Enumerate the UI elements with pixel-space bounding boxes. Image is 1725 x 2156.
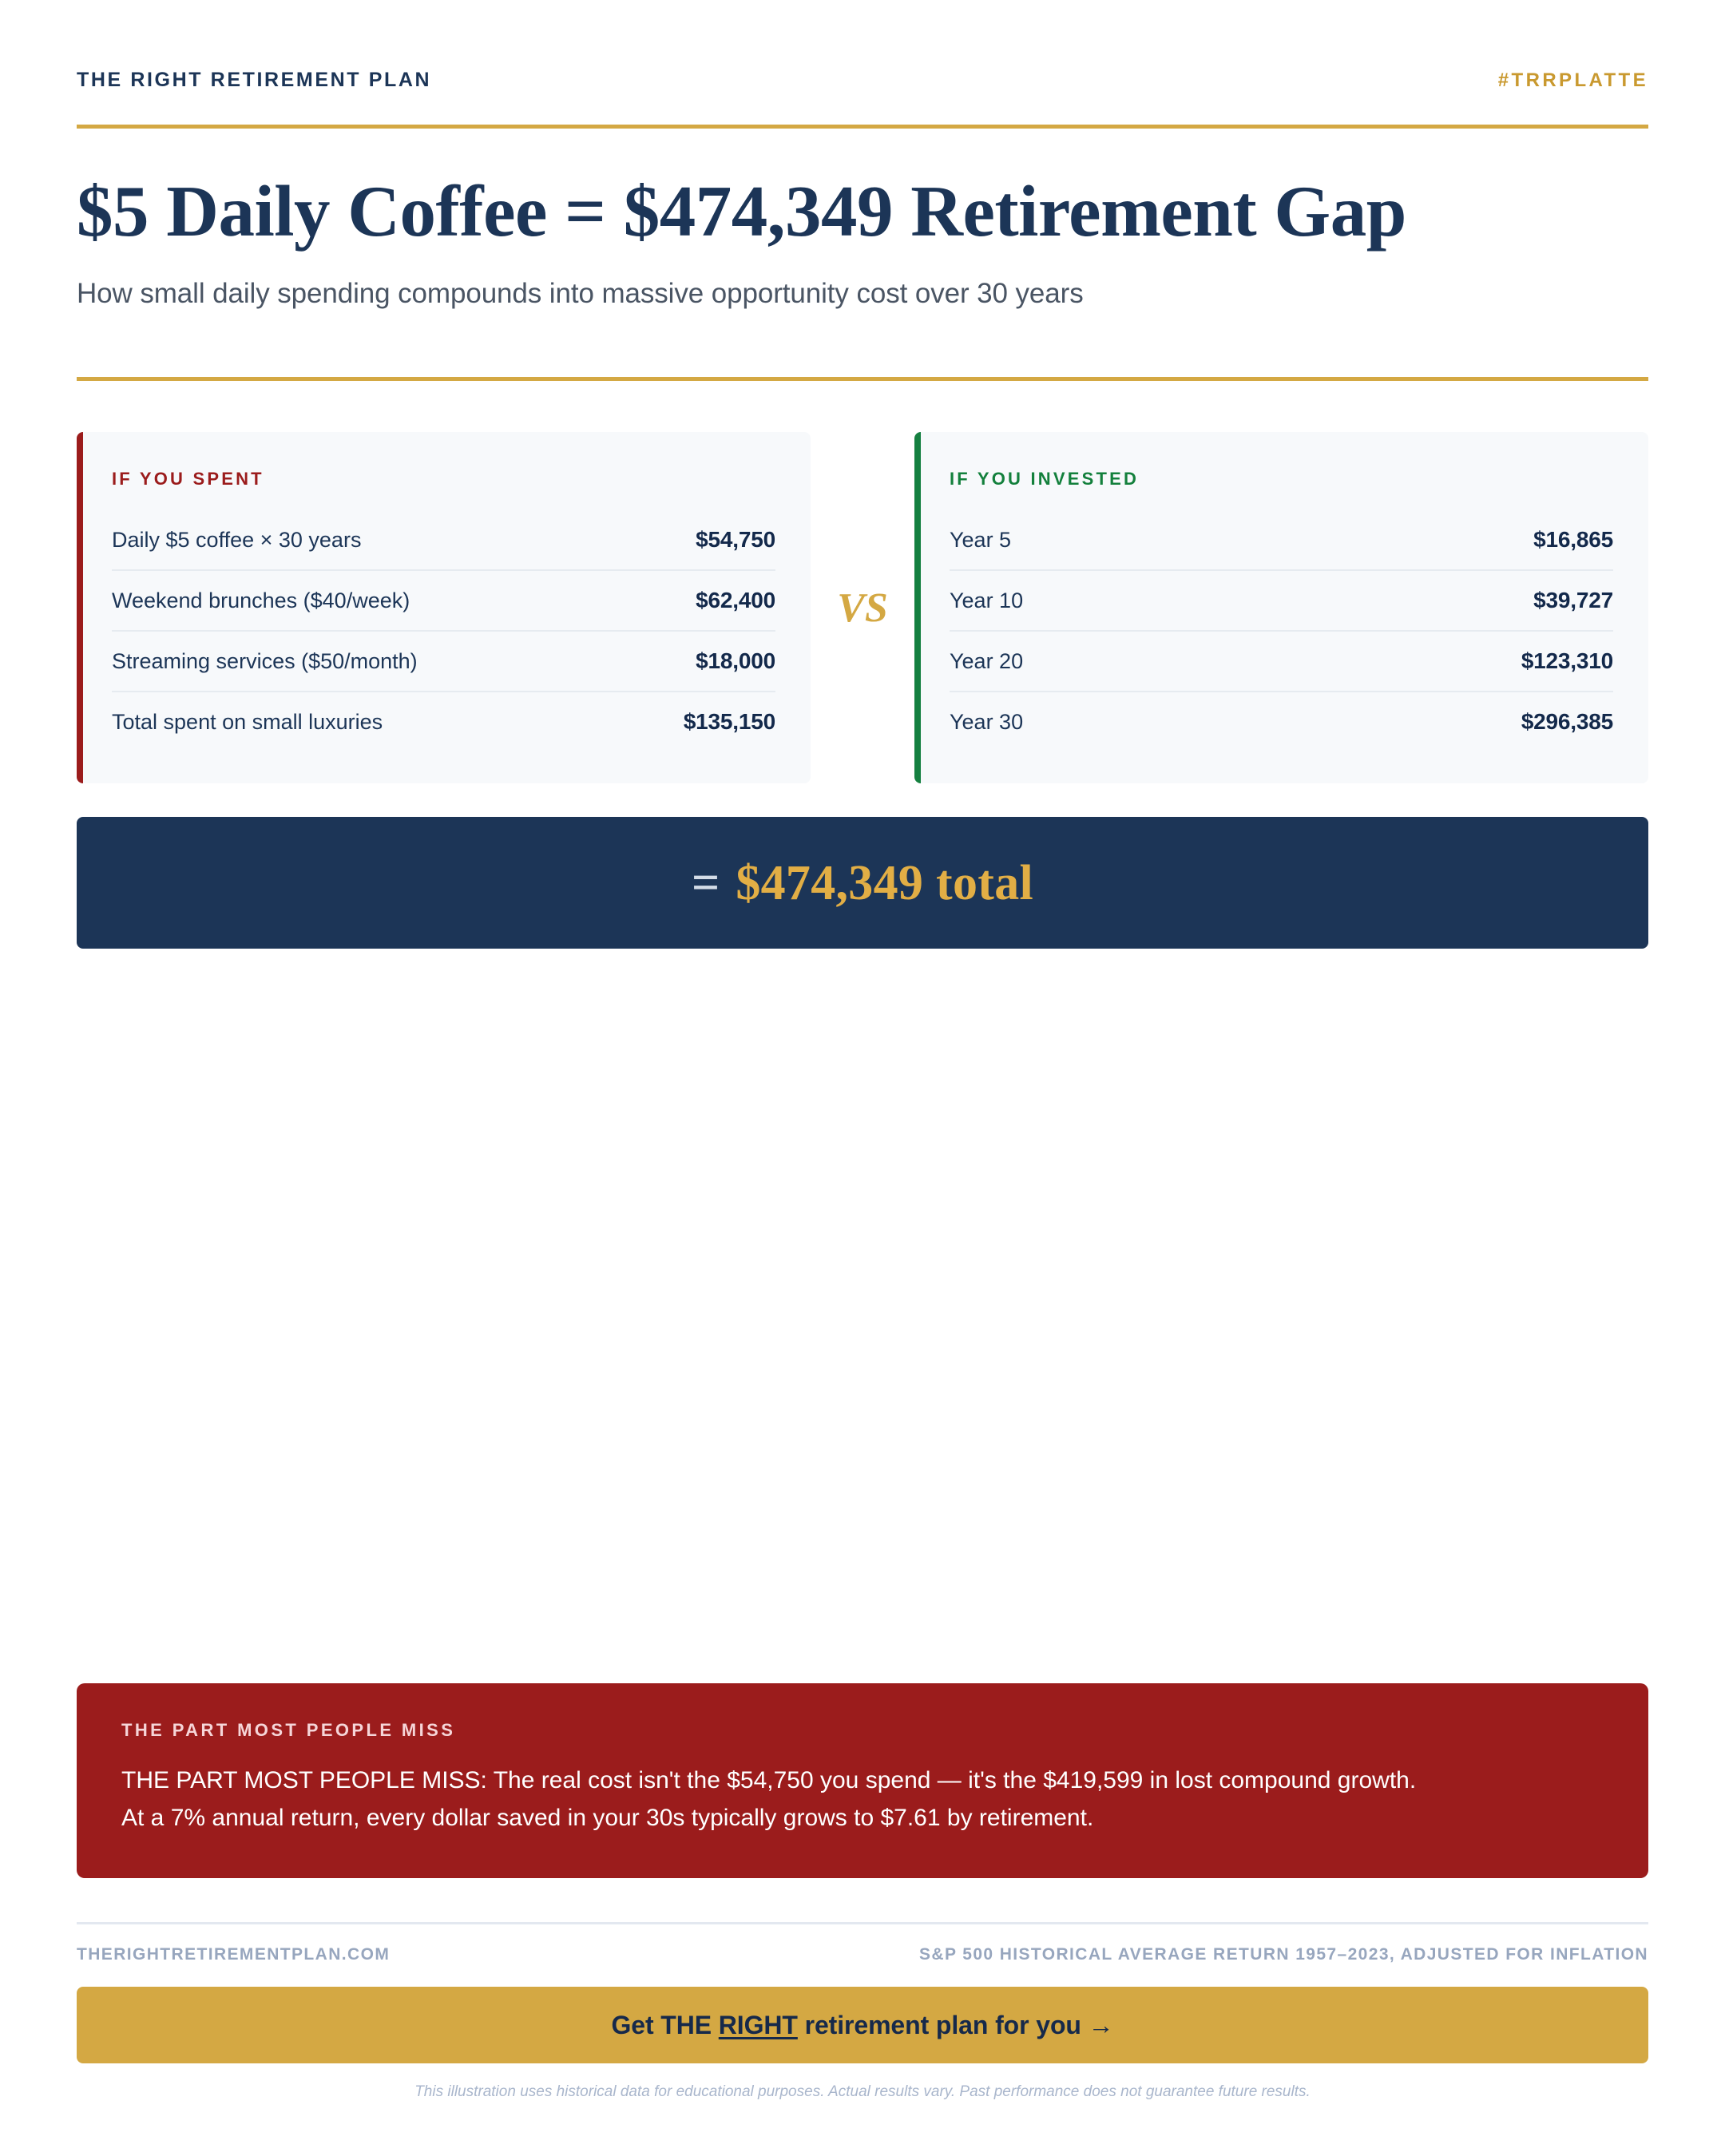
brand-wordmark: THE RIGHT RETIREMENT PLAN <box>77 69 432 91</box>
callout-line-1: THE PART MOST PEOPLE MISS: The real cost isn't the $54,750 you spend — it's the $419,599 in lost compound growth. <box>121 1767 1417 1794</box>
row-value: $135,150 <box>683 709 775 735</box>
row-label: Year 5 <box>950 528 1012 553</box>
invested-rows <box>950 510 1613 751</box>
total-amount: $474,349 total <box>736 855 1034 910</box>
row-label: Year 10 <box>950 589 1024 613</box>
cta-emphasis: RIGHT <box>718 2010 798 2039</box>
row-label: Total spent on small luxuries <box>112 710 383 735</box>
invested-card-label: IF YOU INVESTED <box>950 469 1140 489</box>
campaign-hashtag: #TRRPLATTE <box>1497 69 1648 91</box>
total-banner <box>77 817 1648 949</box>
cta-label <box>611 2011 1113 2040</box>
row-label: Daily $5 coffee × 30 years <box>112 528 362 553</box>
row-value: $62,400 <box>696 588 775 613</box>
spent-accent-bar <box>77 432 83 783</box>
table-row <box>950 632 1613 692</box>
page-header <box>77 0 1648 92</box>
callout-line-2: At a 7% annual return, every dollar saved in your 30s typically grows to $7.61 by retirement. <box>121 1804 1094 1831</box>
footer-source-note: S&P 500 HISTORICAL AVERAGE RETURN 1957–2023, ADJUSTED FOR INFLATION <box>919 1945 1648 1964</box>
spent-rows <box>112 510 775 751</box>
table-row <box>950 510 1613 571</box>
table-row <box>112 632 775 692</box>
legal-disclaimer: This illustration uses historical data for educational purposes. Actual results vary. Past performance does not guarantee future results. <box>414 2083 1311 2101</box>
page-title: $5 Daily Coffee = $474,349 Retirement Gap <box>77 171 1406 252</box>
invested-accent-bar <box>914 432 921 783</box>
table-row <box>112 510 775 571</box>
vs-divider: VS <box>837 585 888 631</box>
spent-card-label: IF YOU SPENT <box>112 469 264 489</box>
row-label: Year 20 <box>950 649 1024 674</box>
callout-label: THE PART MOST PEOPLE MISS <box>121 1720 456 1741</box>
equals-sign: = <box>691 855 720 910</box>
row-value: $18,000 <box>696 648 775 674</box>
table-row <box>950 571 1613 632</box>
cta-prefix: Get THE <box>611 2010 719 2039</box>
insight-callout <box>77 1683 1648 1878</box>
table-row <box>950 692 1613 751</box>
page-subtitle: How small daily spending compounds into massive opportunity cost over 30 years <box>77 278 1084 310</box>
table-row <box>112 692 775 751</box>
row-value: $123,310 <box>1521 648 1613 674</box>
title-divider <box>77 377 1648 381</box>
spent-card <box>77 432 811 783</box>
row-value: $16,865 <box>1533 527 1613 553</box>
footer-meta <box>77 1924 1648 1964</box>
table-row <box>112 571 775 632</box>
invested-card <box>914 432 1648 783</box>
footer-website: THERIGHTRETIREMENTPLAN.COM <box>77 1945 391 1964</box>
row-value: $296,385 <box>1521 709 1613 735</box>
row-value: $39,727 <box>1533 588 1613 613</box>
cta-button[interactable] <box>77 1987 1648 2063</box>
title-block <box>77 129 1648 310</box>
content-spacer <box>77 949 1648 1683</box>
comparison-section <box>77 432 1648 783</box>
row-label: Weekend brunches ($40/week) <box>112 589 410 613</box>
row-value: $54,750 <box>696 527 775 553</box>
row-label: Year 30 <box>950 710 1024 735</box>
row-label: Streaming services ($50/month) <box>112 649 418 674</box>
cta-suffix: retirement plan for you → <box>797 2010 1114 2039</box>
